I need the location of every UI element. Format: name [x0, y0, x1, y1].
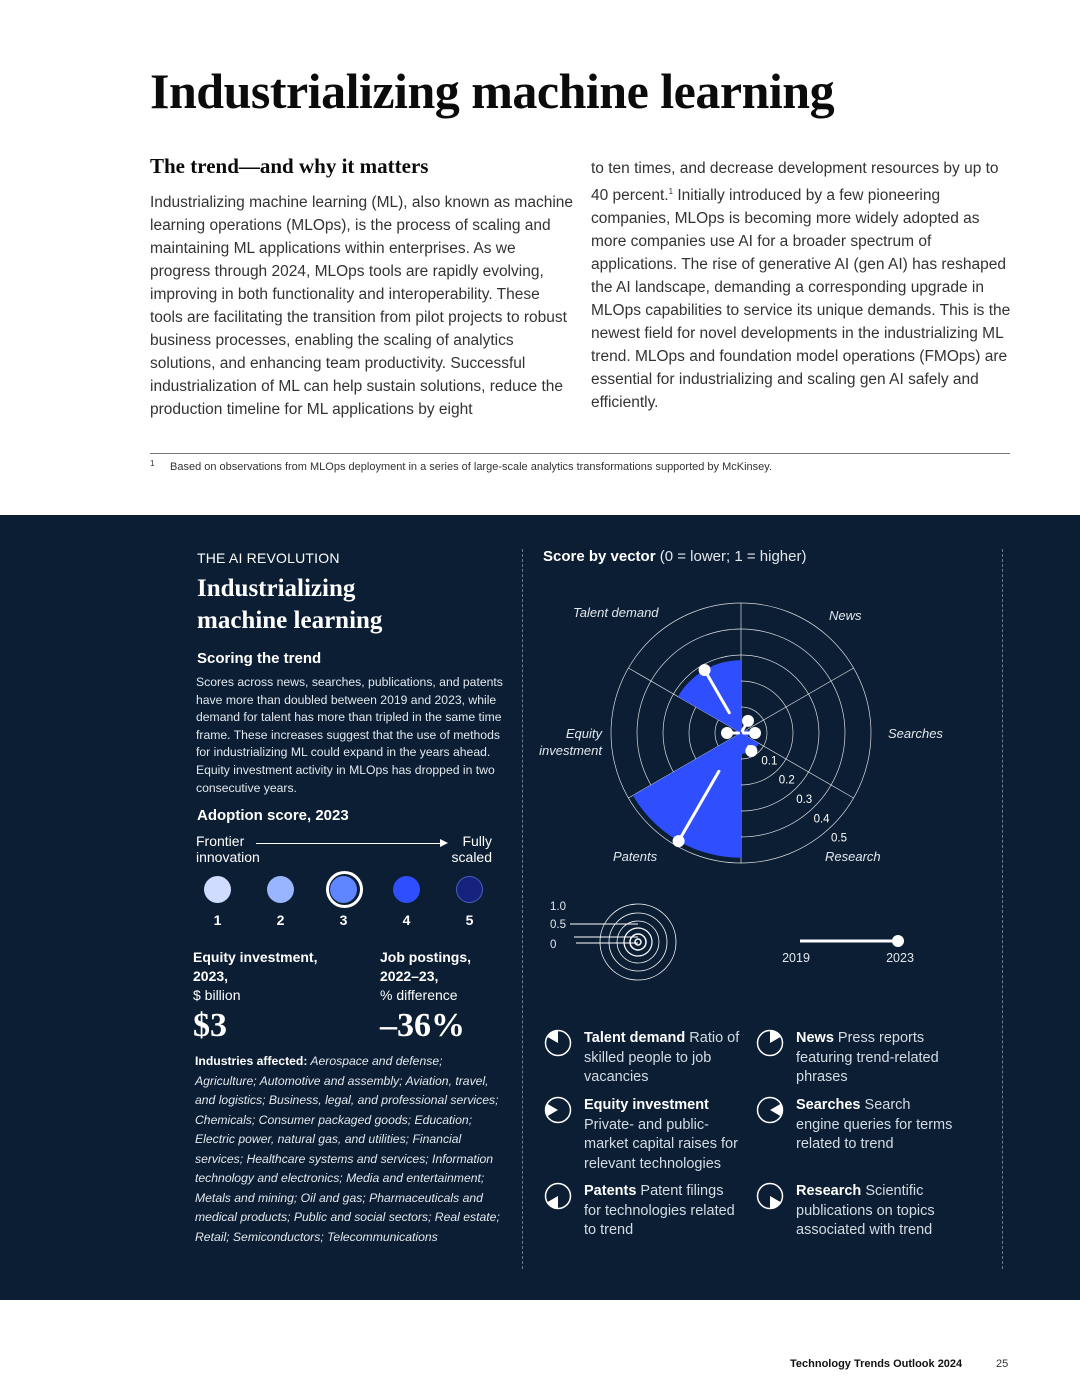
adoption-level-number: 2	[276, 912, 285, 928]
lollipop-dot	[742, 715, 754, 727]
body-column-left: Industrializing machine learning (ML), also known as machine learning operations (MLOps), is the process of scaling and maintaining ML applications within enterprises. As we progress through 2024, MLOps tools are rapidly evolving, improving in both functionality and interoperability. These tools are facilitating the transition from pilot projects to robust business processes, enabling the scaling of analytics solutions, and enhancing team productivity. Successful industrialization of ML can help sustain solutions, reduce the production timeline for ML applications by eight	[150, 194, 574, 418]
lollipop-dot	[699, 664, 711, 676]
legend-name: Patents	[584, 1183, 637, 1199]
mini-tick-label: 0	[550, 939, 557, 951]
adoption-dot-5	[456, 876, 483, 903]
axis-label-investment: investment	[539, 743, 602, 758]
radial-tick-label: 0.2	[778, 774, 795, 787]
footnote-ref: 1	[668, 187, 674, 196]
mini-ring	[624, 928, 652, 956]
axis-label-talent-demand: Talent demand	[573, 605, 659, 620]
footnote-number: 1	[150, 459, 155, 468]
mini-scale-legend	[540, 895, 940, 985]
axis-label-patents: Patents	[613, 849, 658, 864]
footer-title: Technology Trends Outlook 2024	[790, 1358, 963, 1370]
panel-title-line: machine learning	[197, 607, 383, 634]
radar-wedge	[633, 733, 741, 858]
axis-label-research: Research	[825, 849, 881, 864]
legend-description: Ratio of skilled people to job vacancies	[584, 1030, 740, 1085]
legend-item-equity-investment	[544, 1096, 744, 1174]
footnote-divider	[150, 453, 1010, 454]
adoption-dot-4	[393, 876, 420, 903]
scale-end-label	[420, 833, 492, 865]
radar-spoke	[741, 668, 854, 733]
industries-affected	[195, 1052, 500, 1247]
scoring-body: Scores across news, searches, publications, and patents have more than doubled between 2019 and 2023, while demand for talent has more than tripled in the same time frame. These increases suggest that the use of methods for industrializing ML could expand in the years ahead. Equity investment activity in MLOps has dropped in two consecutive years.	[196, 675, 503, 795]
footnote-text: Based on observations from MLOps deployment in a series of large-scale analytics transformations supported by McKinsey.	[170, 461, 773, 473]
adoption-dot-2	[267, 876, 294, 903]
adoption-dot-1	[204, 876, 231, 903]
panel-title-line: Industrializing	[197, 575, 356, 602]
industries-list: Aerospace and defense; Agriculture; Automotive and assembly; Aviation, travel, and logistics; Business, legal, and professional services; Chemicals; Consumer packaged goods; Education; Electric power, natural gas, and utilities; Financial services; Healthcare systems and services; Information technology and electronics; Media and entertainment; Metals and mining; Oil and gas; Pharmaceuticals and medical products; Public and social sectors; Real estate; Retail; Semiconductors; Telecommunications	[195, 1054, 500, 1244]
scale-arrow-line	[256, 843, 444, 844]
talent-demand-icon	[544, 1029, 572, 1057]
scale-end-line: scaled	[451, 849, 492, 865]
scale-start-line: Frontier	[196, 833, 245, 849]
job-postings-label	[380, 948, 471, 1005]
chart-title-bold: Score by vector	[543, 548, 656, 565]
axis-label-news: News	[829, 608, 862, 623]
scale-start-label	[196, 833, 260, 865]
legend-description: Patent filings for technologies related to trend	[584, 1183, 735, 1238]
chart-title	[543, 548, 806, 565]
adoption-level-number: 4	[402, 912, 411, 928]
scale-end-line: Fully	[462, 833, 492, 849]
adoption-heading: Adoption score, 2023	[197, 807, 349, 824]
mini-ring	[635, 939, 641, 945]
axis-label-equity: Equity	[565, 726, 602, 741]
news-icon	[756, 1029, 784, 1057]
job-postings-value: –36%	[380, 1007, 465, 1044]
radar-spoke	[741, 733, 854, 798]
legend-description: Search engine queries for terms related to trend	[796, 1097, 953, 1152]
body-column-right	[591, 157, 1016, 414]
searches-icon	[756, 1096, 784, 1124]
patents-icon	[544, 1182, 572, 1210]
adoption-level-number: 5	[465, 912, 474, 928]
adoption-level-number: 3	[339, 912, 348, 928]
stat-label-line: 2022–23,	[380, 968, 439, 984]
legend-description: Scientific publications on topics associated with trend	[796, 1183, 935, 1238]
mini-tick-label: 0.5	[550, 919, 566, 931]
adoption-level-number: 1	[213, 912, 222, 928]
scale-start-line: innovation	[196, 849, 260, 865]
lollipop-dot	[745, 745, 757, 757]
axis-label-searches: Searches	[888, 726, 943, 741]
body-text: to ten times, and decrease development resources by up to 40 percent.	[591, 160, 999, 204]
stat-label-line: Equity investment,	[193, 949, 318, 965]
trend-panel	[0, 515, 1080, 1300]
panel-divider	[522, 549, 523, 1269]
legend-item-patents	[544, 1182, 744, 1241]
year-end-label: 2023	[886, 951, 914, 965]
lollipop-dot	[749, 727, 761, 739]
lollipop-dot	[673, 835, 685, 847]
equity-investment-value: $3	[193, 1007, 227, 1044]
stat-unit: % difference	[380, 987, 458, 1003]
body-text: Initially introduced by a few pioneering companies, MLOps is becoming more widely adopted as more companies use AI for a broader spectrum of applications. The rise of generative AI (gen AI) has reshaped the AI landscape, demanding a corresponding upgrade in MLOps capabilities to service its unique demands. This is the newest field for novel developments in the industrializing ML trend. MLOps and foundation model operations (FMOps) are essential for industrializing and scaling gen AI safely and efficiently.	[591, 187, 1011, 411]
mini-ring	[617, 921, 659, 963]
legend-name: News	[796, 1030, 834, 1046]
equity-investment-icon	[544, 1096, 572, 1124]
chart-title-note: (0 = lower; 1 = higher)	[659, 548, 807, 565]
section-subhead: The trend—and why it matters	[150, 154, 429, 178]
stat-label-line: 2023,	[193, 968, 229, 984]
legend-description: Private- and public-market capital raises for relevant technologies	[584, 1116, 738, 1172]
legend-item-news	[756, 1029, 956, 1088]
panel-label: THE AI REVOLUTION	[197, 550, 340, 566]
mini-ring	[630, 934, 646, 950]
page-number: 25	[996, 1358, 1009, 1370]
mini-ring	[609, 913, 667, 971]
lollipop-dot	[721, 727, 733, 739]
legend-item-searches	[756, 1096, 956, 1155]
legend-description: Press reports featuring trend-related phrases	[796, 1030, 939, 1085]
year-range-dot	[892, 935, 904, 947]
radial-tick-label: 0.1	[761, 755, 778, 768]
legend-name: Talent demand	[584, 1030, 686, 1046]
stat-label-line: Job postings,	[380, 949, 471, 965]
industries-label: Industries affected:	[195, 1054, 308, 1068]
mini-ring	[600, 904, 676, 980]
adoption-selected-ring	[326, 871, 363, 908]
radial-tick-label: 0.3	[796, 793, 813, 806]
legend-item-research	[756, 1182, 956, 1241]
year-start-label: 2019	[782, 951, 810, 965]
legend-name: Searches	[796, 1097, 861, 1113]
scoring-heading: Scoring the trend	[197, 650, 322, 667]
legend-name: Equity investment	[584, 1097, 709, 1113]
stat-unit: $ billion	[193, 987, 241, 1003]
page-title: Industrializing machine learning	[150, 63, 835, 119]
radar-wedges	[633, 660, 759, 858]
panel-divider	[1002, 549, 1003, 1269]
radial-tick-label: 0.4	[813, 813, 830, 826]
mini-tick-label: 1.0	[550, 901, 566, 913]
panel-title	[197, 573, 497, 637]
research-icon	[756, 1182, 784, 1210]
equity-investment-label	[193, 948, 317, 1005]
radial-tick-label: 0.5	[830, 832, 847, 845]
legend-name: Research	[796, 1183, 862, 1199]
legend-item-talent-demand	[544, 1029, 744, 1088]
score-radar-chart	[526, 577, 966, 877]
